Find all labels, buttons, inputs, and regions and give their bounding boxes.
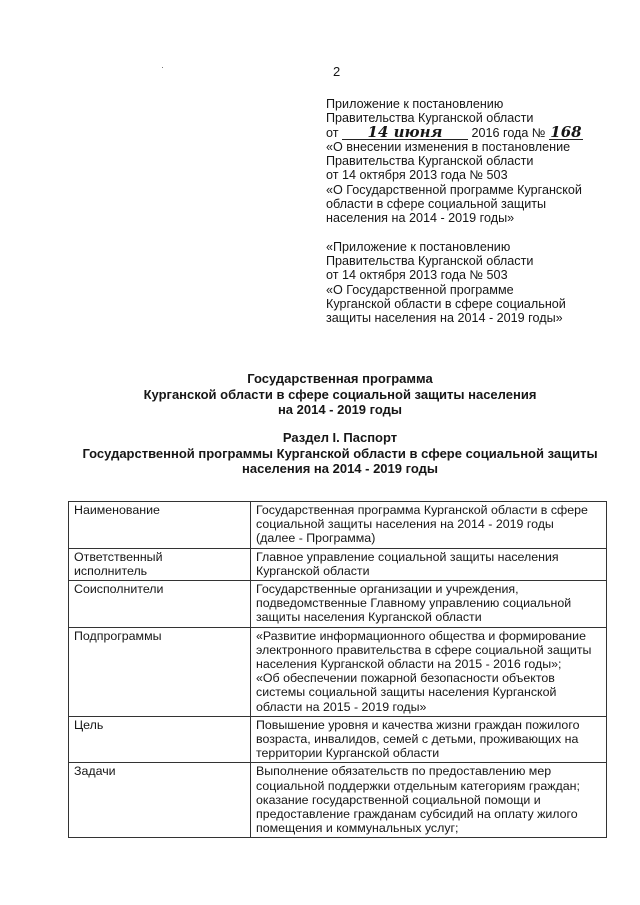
- value-line: Государственные организации и учреждения,: [256, 582, 519, 597]
- appendix-line: «О Государственной программе Курганской: [326, 182, 582, 197]
- value-line: оказание государственной социальной помощи и: [256, 792, 541, 807]
- row-value: [251, 716, 607, 763]
- key-line: Цель: [74, 717, 104, 732]
- table-row: [69, 763, 607, 838]
- value-line: Государственная программа Курганской области в сфере: [256, 503, 588, 517]
- table-row: [69, 502, 607, 549]
- key-line: Ответственный: [74, 549, 163, 564]
- row-value: [251, 502, 607, 549]
- section-title: [60, 430, 620, 477]
- value-line: Повышение уровня и качества жизни граждан пожилого: [256, 717, 580, 732]
- appendix-line: от 14 октября 2013 года № 503: [326, 168, 508, 183]
- appendix-line: «О Государственной программе: [326, 282, 514, 297]
- section-title-line: Раздел I. Паспорт: [282, 430, 398, 445]
- value-line: социальной защиты населения на 2014 - 2019 годы: [256, 517, 554, 532]
- table-row: [69, 548, 607, 580]
- value-line: (далее - Программа): [256, 531, 376, 546]
- appendix-line: Приложение к постановлению: [326, 97, 504, 111]
- value-line: Выполнение обязательств по предоставлению мер: [256, 764, 552, 779]
- value-line: подведомственные Главному управлению социальной: [256, 596, 572, 611]
- key-line: Задачи: [74, 764, 116, 779]
- appendix-header: [326, 97, 626, 325]
- appendix-line: от 14 октября 2013 года № 503: [326, 268, 508, 283]
- appendix-line: защиты населения на 2014 - 2019 годы»: [326, 311, 563, 326]
- section-title-line: Государственной программы Курганской области в сфере социальной защиты: [82, 445, 598, 461]
- table-row: [69, 581, 607, 628]
- date-suffix: 2016 года №: [471, 125, 546, 140]
- key-line: Подпрограммы: [74, 628, 162, 643]
- appendix-line: области в сфере социальной защиты: [326, 197, 547, 212]
- value-line: «Развитие информационного общества и формирование: [256, 628, 586, 643]
- program-title-line: Государственная программа: [247, 371, 433, 386]
- value-line: защиты населения Курганской области: [256, 610, 482, 625]
- program-title-line: на 2014 - 2019 годы: [277, 402, 403, 417]
- row-value: [251, 627, 607, 716]
- row-key: [69, 716, 251, 763]
- page-number: 2: [333, 64, 341, 79]
- key-line: Соисполнители: [74, 582, 164, 597]
- handwritten-number: 168: [550, 122, 582, 141]
- value-line: помещения и коммунальных услуг;: [256, 821, 459, 836]
- key-line: Наименование: [74, 503, 160, 517]
- row-key: [69, 502, 251, 549]
- table-row: [69, 627, 607, 716]
- appendix-line: Правительства Курганской области: [326, 111, 534, 126]
- value-line: электронного правительства в сфере социальной защиты: [256, 642, 592, 657]
- appendix-line: населения на 2014 - 2019 годы»: [326, 211, 515, 226]
- section-title-line: населения на 2014 - 2019 годы: [242, 461, 438, 476]
- scan-dot: [162, 67, 163, 68]
- value-line: «Об обеспечении пожарной безопасности объектов: [256, 671, 555, 686]
- key-line: исполнитель: [74, 563, 148, 578]
- appendix-line: Правительства Курганской области: [326, 253, 534, 268]
- handwritten-date: 14 июня: [342, 126, 468, 140]
- appendix-line: Правительства Курганской области: [326, 154, 534, 169]
- program-title: [60, 371, 620, 418]
- passport-table: [68, 501, 607, 838]
- value-line: территории Курганской области: [256, 746, 440, 761]
- row-key: [69, 763, 251, 838]
- value-line: области на 2015 - 2019 годы»: [256, 699, 427, 714]
- value-line: Курганской области: [256, 563, 370, 578]
- decree-date-line: [326, 122, 626, 141]
- value-line: Главное управление социальной защиты населения: [256, 549, 559, 564]
- value-line: предоставление гражданам субсидий на оплату жилого: [256, 807, 578, 822]
- row-value: [251, 581, 607, 628]
- value-line: возраста, инвалидов, семей с детьми, проживающих на: [256, 732, 579, 747]
- appendix-line: «Приложение к постановлению: [326, 239, 511, 254]
- appendix-line: Курганской области в сфере социальной: [326, 296, 566, 311]
- row-value: [251, 763, 607, 838]
- value-line: системы социальной защиты населения Курганской: [256, 685, 557, 700]
- row-key: [69, 548, 251, 580]
- value-line: социальной поддержки отдельным категориям граждан;: [256, 778, 580, 793]
- row-value: [251, 548, 607, 580]
- date-prefix: от: [326, 125, 339, 140]
- value-line: населения Курганской области на 2015 - 2016 годы»;: [256, 657, 562, 672]
- program-title-line: Курганской области в сфере социальной защиты населения: [143, 386, 537, 402]
- table-row: [69, 716, 607, 763]
- row-key: [69, 627, 251, 716]
- row-key: [69, 581, 251, 628]
- appendix-line: «О внесении изменения в постановление: [326, 139, 571, 154]
